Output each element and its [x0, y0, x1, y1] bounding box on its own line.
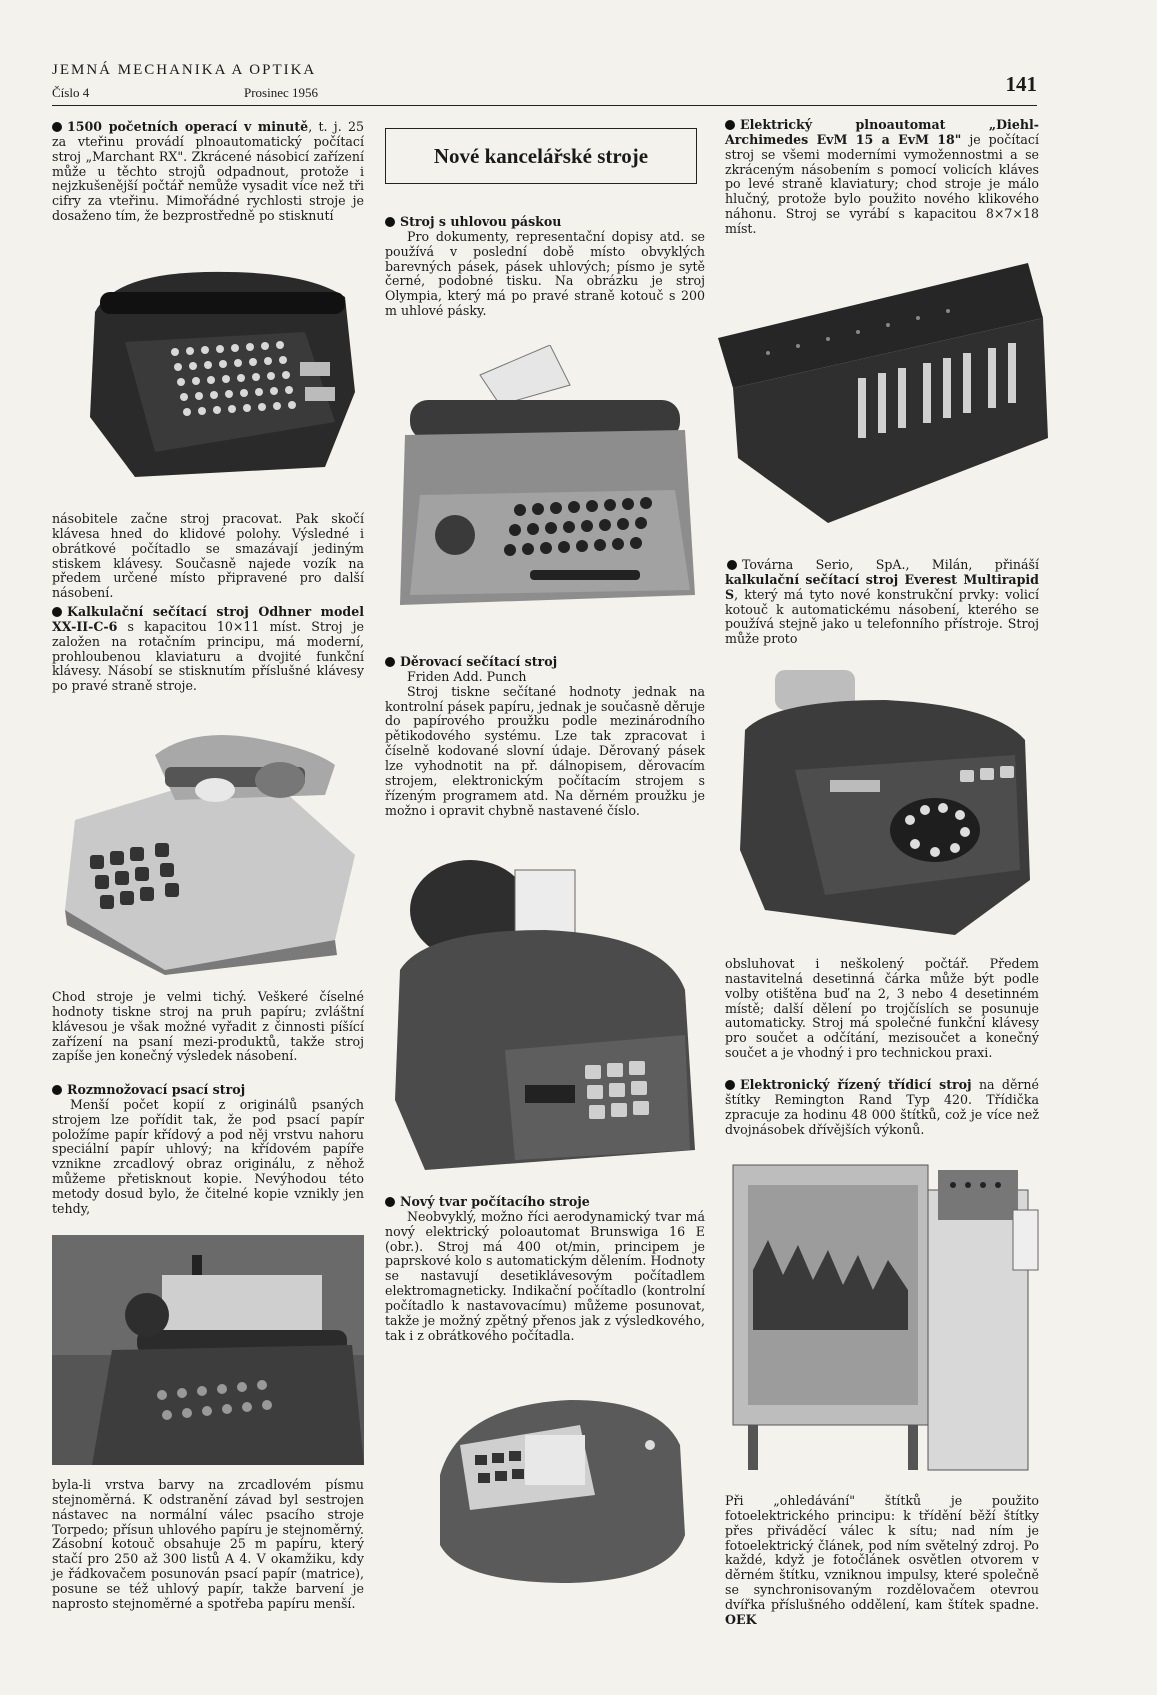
section-text: na děrné štítky Remington Rand Typ 420. Třídička zpracuje za hodinu 48 000 štítků, což je více než dvojnásobek dřívějších výkonů.: [725, 1077, 1039, 1137]
bullet-icon: [52, 607, 62, 617]
paragraph: Při „ohledávání" štítků je použito fotoelektrického principu: k třídění běží štítky přes přiváděcí válec k sítu; nad ním je fotoelektrický článek, pod ním světelný zdroj. Po každé, když je fotočlánek osvětlen otvorem v děrném štítku, vzniknou impulsy, které společně se synchronisovaným rozdělovačem otevrou dvířka příslušného oddělení, kam štítek spadne.: [725, 1493, 1039, 1613]
col2-punch: [385, 655, 705, 818]
col2-shape: [385, 1195, 705, 1344]
olympia-photo: [390, 345, 700, 635]
diehl-archimedes-image: [708, 258, 1048, 533]
marchant-rx-photo: [55, 252, 360, 497]
section-text: Stroj tiskne sečítané hodnoty jednak na kontrolní pásek papíru, jednak je současně děruje do papírového proužku podle mezinárodního pětikodového systému. Lze tak zpracovat i číselně kodované slovní údaje. Děrovaný pásek lze vyhodnotit na př. dálnopisem, děrovacím strojem, elektronickým počítacím strojem s řízeným programem atd. Na děrném proužku je možno i opravit chybně nastavené číslo.: [385, 683, 705, 818]
odhner-calculator-image: [55, 705, 360, 975]
section-title: Děrovací sečítací stroj: [400, 654, 558, 669]
col1-cont3: [52, 1478, 364, 1612]
diehl-photo: [708, 258, 1048, 533]
brunswiga-calculator-image: [420, 1385, 690, 1585]
journal-title: JEMNÁ MECHANIKA A OPTIKA: [52, 62, 317, 78]
section-title: Elektronický řízený třídicí stroj: [740, 1077, 972, 1092]
col1-copy: [52, 1083, 364, 1217]
col3-sort-cont: [725, 1494, 1039, 1628]
section-text: s kapacitou 10×11 míst. Stroj je založen na rotačním principu, má moderní, prohloubenou klaviaturu a dvojité funkční klávesy. Násobí se stisknutím příslušné klávesy po pravé straně stroje.: [52, 618, 364, 694]
section-title: Nový tvar počítacího stroje: [400, 1194, 590, 1209]
paragraph: Chod stroje je velmi tichý. Veškeré číselné hodnoty tiskne stroj na pruh papíru; zvláštní klávesou je však možné vyřadit z činnosti píšící zařízení na psaní mezi-produktů, takže stroj zapíše jen konečný výsledek násobení.: [52, 989, 364, 1064]
bullet-icon: [52, 1085, 62, 1095]
col2-ribbon: [385, 215, 705, 319]
paragraph: byla-li vrstva barvy na zrcadlovém písmu stejnoměrná. K odstranění závad byl sestrojen nástavec na normální válec psacího stroje Torpedo; přísun uhlového papíru je stejnoměrný. Zásobní kotouč obsahuje 25 m papíru, který stačí pro 250 až 300 listů A 4. V okamžiku, kdy je řádkovačem posunován psací papír (matrice), posune se též uhlový papír, takže barvení je naprosto stejnoměrné a spotřeba papíru menší.: [52, 1477, 364, 1611]
section-title: Elektrický plnoautomat „Diehl-Archimedes EvM 15 a EvM 18": [725, 117, 1039, 147]
paragraph: násobitele začne stroj pracovat. Pak skočí klávesa hned do klidové polohy. Výsledné i obrátkové počítadlo se smazávají jediným stiskem klávesy. Současně najede vozík na předem určené místo připravené pro další násobení.: [52, 511, 364, 601]
author-signature: OEK: [725, 1611, 757, 1627]
page-header: [52, 58, 1037, 108]
friden-add-punch-image: [385, 850, 705, 1180]
col3-serio: [725, 558, 1039, 647]
col3-diehl: [725, 118, 1039, 237]
col1-cont1: [52, 512, 364, 601]
article-title-box: [385, 128, 697, 184]
olympia-typewriter-image: [390, 345, 700, 635]
paragraph: obsluhovat i neškolený počtář. Předem nastavitelná desetinná čárka může být podle volby otištěna buď na 2, 3 nebo 4 desetinném místě; další dělení po trojčíslích se posunuje automaticky. Stroj má společné funkční klávesy pro součet a odčítání, mezisoučet a konečný součet a je vhodný i pro technickou praxi.: [725, 956, 1039, 1061]
col3-serio-cont: [725, 957, 1039, 1061]
issue-number: Číslo 4: [52, 85, 90, 100]
section-text: Menší počet kopií z originálů psaných strojem lze pořídit tak, že pod psací papír položíme papír křídový a pod něj vrstvu nahoru speciální papír uhlový; na křídovém papíře vznikne zrcadlový obraz originálu, z něhož můžeme přetisknout kopie. Nevýhodou této metody dosud bylo, že čitelné kopie vznikly jen tehdy,: [52, 1096, 364, 1216]
page-number: 141: [1005, 72, 1037, 96]
intro-text: , t. j. 25 za vteřinu provádí plnoautomatický počítací stroj „Marchant RX". Zkrácené násobicí zařízení může u těchto strojů odpadnout, protože i nejzkušenější počtář nemůže vysadit více než tři cifry za vteřinu. Mimořádné rychlosti stroje je dosaženo tím, že bezprostředně po stisknutí: [52, 119, 365, 224]
col1-odhner: [52, 605, 364, 694]
section-title: kalkulační sečítací stroj Everest Multirapid S: [725, 571, 1039, 602]
odhner-photo: [55, 705, 360, 975]
header-rule: [52, 105, 1037, 106]
bullet-icon: [385, 217, 395, 227]
brunswiga-photo: [420, 1385, 690, 1585]
remington-rand-sorter-image: [728, 1150, 1048, 1480]
section-subtitle: Friden Add. Punch: [407, 668, 527, 684]
bullet-icon: [385, 1197, 395, 1207]
issue-date: Prosinec 1956: [244, 85, 319, 100]
col1-intro: [52, 120, 364, 224]
section-title: Kalkulační sečítací stroj Odhner model XX-II-C-6: [52, 604, 364, 634]
article-title: Nové kancelářské stroje: [433, 143, 649, 168]
torpedo-photo: [52, 1235, 364, 1465]
bullet-icon: [725, 1080, 735, 1090]
torpedo-typewriter-image: [52, 1235, 364, 1465]
section-text-a: Továrna Serio, SpA., Milán, přináší: [742, 557, 1039, 572]
intro-lead: 1500 početních operací v minutě: [67, 119, 309, 134]
friden-photo: [385, 850, 705, 1180]
everest-multirapid-image: [735, 660, 1035, 940]
bullet-icon: [725, 120, 735, 130]
section-title: Rozmnožovací psací stroj: [67, 1082, 246, 1097]
col1-cont2: [52, 990, 364, 1064]
bullet-icon: [727, 560, 737, 570]
remington-photo: [728, 1150, 1048, 1480]
bullet-icon: [52, 122, 62, 132]
section-text-b: , který má tyto nové konstrukční prvky: volicí kotouč k automatickému násobení, kterého se používá stejně jako u telefonního přístroje. Stroj může proto: [725, 586, 1039, 647]
section-text: je počítací stroj se všemi moderními vymožennostmi a se zkráceným násobením s pomocí volicích kláves po levé straně klaviatury; chod stroje je málo hlučný, protože bylo použito nového klikového náhonu. Stroj se vyrábí s kapacitou 8×7×18 míst.: [725, 131, 1039, 237]
col3-sort: [725, 1078, 1039, 1137]
section-title: Stroj s uhlovou páskou: [400, 214, 562, 229]
everest-photo: [735, 660, 1035, 940]
marchant-calculator-image: [55, 252, 360, 497]
section-text: Pro dokumenty, representační dopisy atd. se používá v poslední době místo obvyklých barevných pásek, pásek uhlových; písmo je sytě černé, podobné tisku. Na obrázku je stroj Olympia, který má po pravé straně kotouč s 200 m uhlové pásky.: [385, 228, 705, 319]
section-text: Neobvyklý, možno říci aerodynamický tvar má nový elektrický poloautomat Brunswiga 16 E (obr.). Stroj má 400 ot/min, principem je paprskové kolo s automatickým dělením. Hodnoty se nastavují desetiklávesovým počítadlem elektromagneticky. Indikační počítadlo (kontrolní počítadlo k nastavovacímu) můžeme posunovat, takže je možný zpětný přenos jak z výsledkového, tak i z obrátkového počítadla.: [385, 1208, 705, 1343]
bullet-icon: [385, 657, 395, 667]
